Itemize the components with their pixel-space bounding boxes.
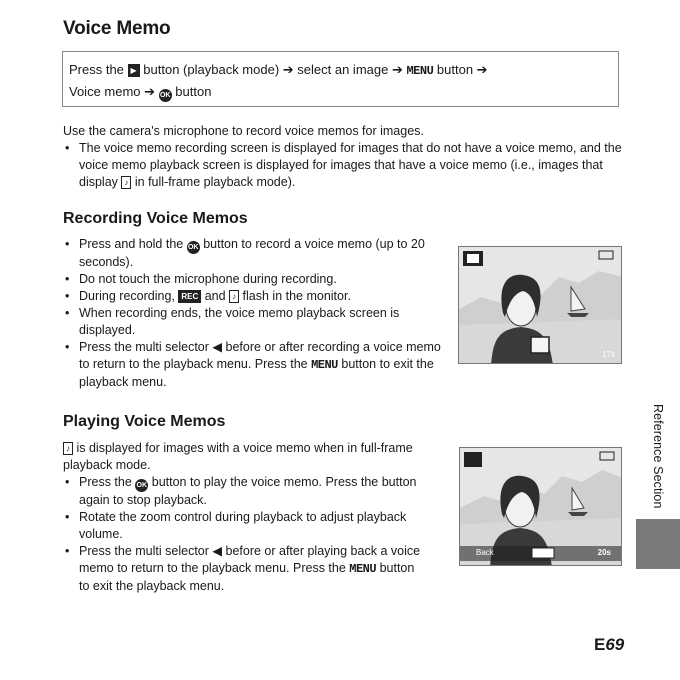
text: before or after playing back a voice memo to return to the playback menu. Press the (79, 544, 421, 575)
playback-screen-illustration (459, 447, 622, 566)
list-item (63, 509, 423, 543)
text: The voice memo recording screen is displayed for images that do not have a voice memo, and the voice memo playback screen is displayed for images that have a voice memo (i.e., images that display (79, 141, 622, 189)
playback-counter: 20s (597, 548, 611, 557)
list-item (63, 140, 623, 191)
nav-text: button (playback mode) (139, 62, 283, 77)
playing-lead (63, 440, 423, 474)
reference-icon: E (594, 635, 606, 654)
menu-button-icon: MENU (406, 64, 434, 78)
playing-section (63, 440, 423, 595)
multi-selector-left-icon: ◀ (212, 544, 223, 558)
voice-memo-icon: ♪ (63, 442, 73, 455)
page-number-value: 69 (605, 635, 625, 654)
intro-section (63, 123, 623, 191)
record-counter: 17s (602, 350, 615, 359)
rec-icon: REC (178, 290, 201, 303)
arrow-icon: ➔ (144, 83, 156, 99)
multi-selector-left-icon: ◀ (212, 340, 223, 354)
list-item (63, 543, 423, 595)
playing-section-title: Playing Voice Memos (63, 413, 226, 430)
list-item (63, 236, 443, 271)
text: button to exit the playback menu. (79, 561, 415, 593)
nav-text: select an image (293, 62, 392, 77)
list-item (63, 288, 443, 305)
text: button to record a voice memo (up to 20 seconds). (79, 237, 425, 269)
back-label: Back (476, 548, 494, 557)
nav-text: Voice memo (69, 83, 145, 99)
menu-button-icon: MENU (311, 358, 338, 372)
nav-text: Press the (69, 62, 128, 77)
page-title: Voice Memo (63, 18, 171, 39)
ok-button-icon: OK (159, 89, 172, 102)
playback-button-icon: ▶ (128, 64, 140, 77)
text: button to play the voice memo. Press the button again to stop playback. (79, 475, 417, 507)
text: is displayed for images with a voice memo when in full-frame playback mode. (63, 441, 413, 472)
camera-screen-scene (459, 247, 622, 364)
arrow-icon: ➔ (282, 62, 294, 77)
page-number (594, 635, 624, 655)
text: During recording, (79, 289, 179, 303)
nav-text: button (171, 83, 212, 99)
navigation-instructions-box (62, 51, 619, 107)
list-item (63, 305, 443, 339)
text: Press and hold the (79, 237, 187, 251)
text: before or after recording a voice memo to return to the playback menu. Press the (79, 340, 441, 371)
voice-memo-icon: ♪ (229, 290, 239, 303)
text: Press the (79, 475, 136, 489)
ok-button-icon: OK (187, 241, 200, 254)
text: Press the multi selector (79, 544, 213, 558)
text: flash in the monitor. (239, 289, 351, 303)
text: button to exit the playback menu. (79, 357, 434, 389)
text: in full-frame playback mode). (131, 175, 296, 189)
ok-button-icon: OK (135, 479, 148, 492)
list-item (63, 271, 443, 288)
arrow-icon: ➔ (391, 62, 403, 77)
section-tab (636, 519, 680, 569)
arrow-icon: ➔ (476, 62, 488, 77)
text: Press the multi selector (79, 340, 213, 354)
recording-section-title: Recording Voice Memos (63, 210, 248, 227)
list-item (63, 474, 423, 509)
nav-text: button (433, 62, 477, 77)
list-item (63, 339, 443, 391)
reference-section-label: Reference Section (651, 404, 665, 509)
intro-lead: Use the camera's microphone to record voice memos for images. (63, 124, 424, 138)
text: and (201, 289, 230, 303)
voice-memo-icon: ♪ (121, 176, 131, 189)
menu-button-icon: MENU (349, 562, 377, 576)
text: Rotate the zoom control during playback to adjust playback volume. (79, 510, 407, 541)
recording-list (63, 236, 443, 391)
recording-screen-illustration (458, 246, 622, 364)
text: When recording ends, the voice memo playback screen is displayed. (79, 306, 400, 337)
text: Do not touch the microphone during recording. (79, 272, 337, 286)
